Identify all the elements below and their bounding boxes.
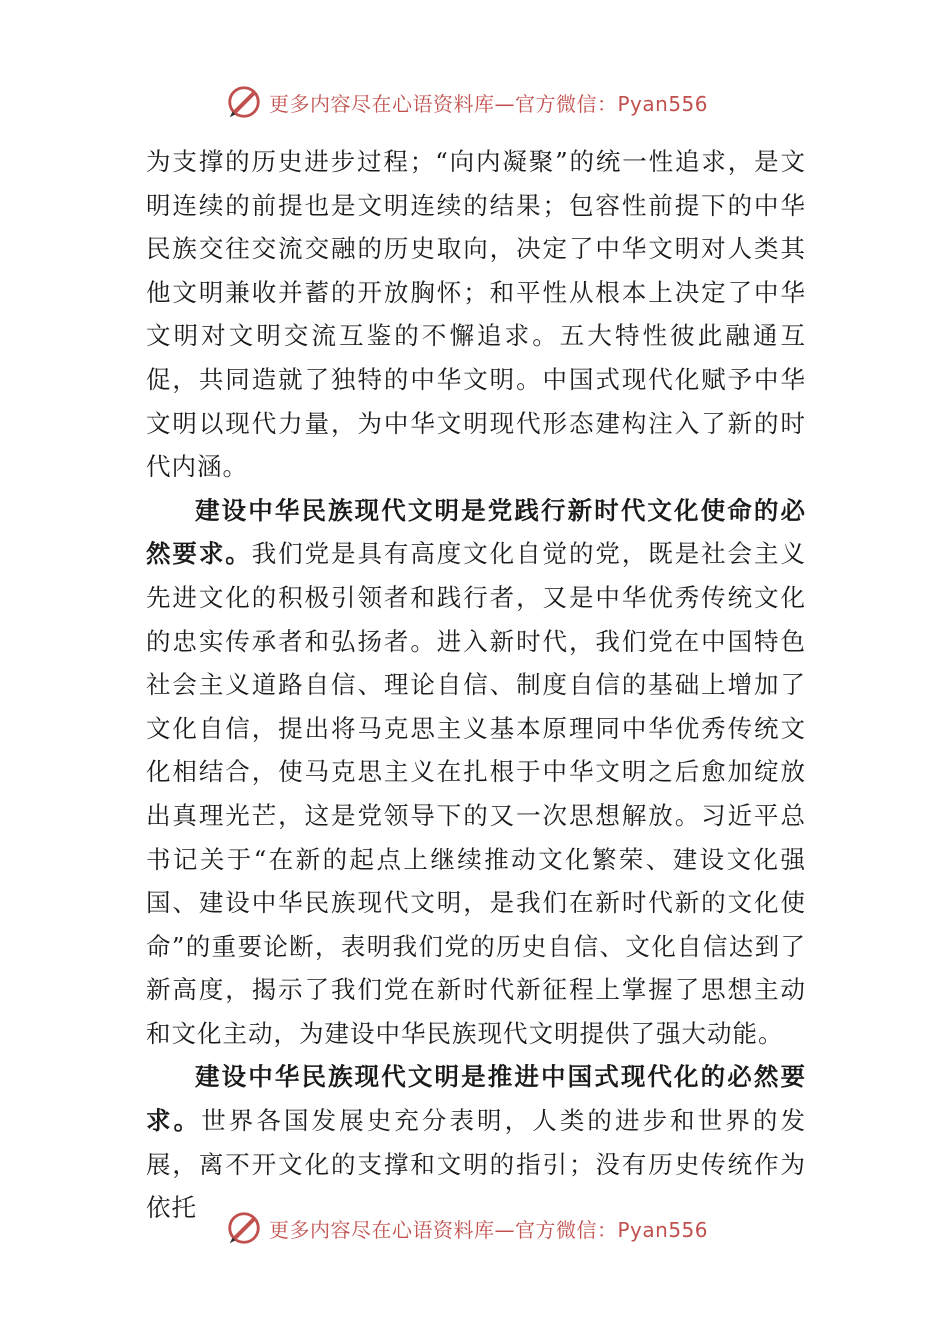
paragraph-2	[146, 489, 806, 1056]
header-banner	[225, 82, 708, 122]
paragraph-3	[146, 1055, 806, 1229]
footer-text: 更多内容尽在心语资料库—官方微信：Pyan556	[269, 1217, 709, 1242]
paragraph-3-heading: 建设中华民族现代文明是推进中国式现代化的必然要求。	[146, 1062, 806, 1136]
paragraph-3-text: 世界各国发展史充分表明，人类的进步和世界的发展，离不开文化的支撑和文明的指引；没有历史传统作为依托	[146, 1106, 807, 1223]
pen-swirl-logo-icon	[225, 1209, 263, 1247]
pen-swirl-logo-icon	[225, 83, 263, 121]
paragraph-2-heading: 建设中华民族现代文明是党践行新时代文化使命的必然要求。	[146, 495, 806, 569]
paragraph-2-text: 我们党是具有高度文化自觉的党，既是社会主义先进文化的积极引领者和践行者，又是中华优秀传统文化的忠实传承者和弘扬者。进入新时代，我们党在中国特色社会主义道路自信、理论自信、制度自信的基础上增加了文化自信，提出将马克思主义基本原理同中华优秀传统文化相结合，使马克思主义在扎根于中华文明之后愈加绽放出真理光芒，这是党领导下的又一次思想解放。习近平总书记关于“在新的起点上继续推动文化繁荣、建设文化强国、建设中华民族现代文明，是我们在新时代新的文化使命”的重要论断，表明我们党的历史自信、文化自信达到了新高度，揭示了我们党在新时代新征程上掌握了思想主动和文化主动，为建设中华民族现代文明提供了强大动能。	[146, 539, 806, 1048]
footer-banner	[225, 1208, 708, 1248]
header-text: 更多内容尽在心语资料库—官方微信：Pyan556	[269, 91, 709, 116]
paragraph-1: 为支撑的历史进步过程；“向内凝聚”的统一性追求，是文明连续的前提也是文明连续的结果；包容性前提下的中华民族交往交流交融的历史取向，决定了中华文明对人类其他文明兼收并蓄的开放胸怀；和平性从根本上决定了中华文明对文明交流互鉴的不懈追求。五大特性彼此融通互促，共同造就了独特的中华文明。中国式现代化赋予中华文明以现代力量，为中华文明现代形态建构注入了新的时代内涵。	[146, 147, 806, 482]
document-body	[146, 140, 806, 1230]
